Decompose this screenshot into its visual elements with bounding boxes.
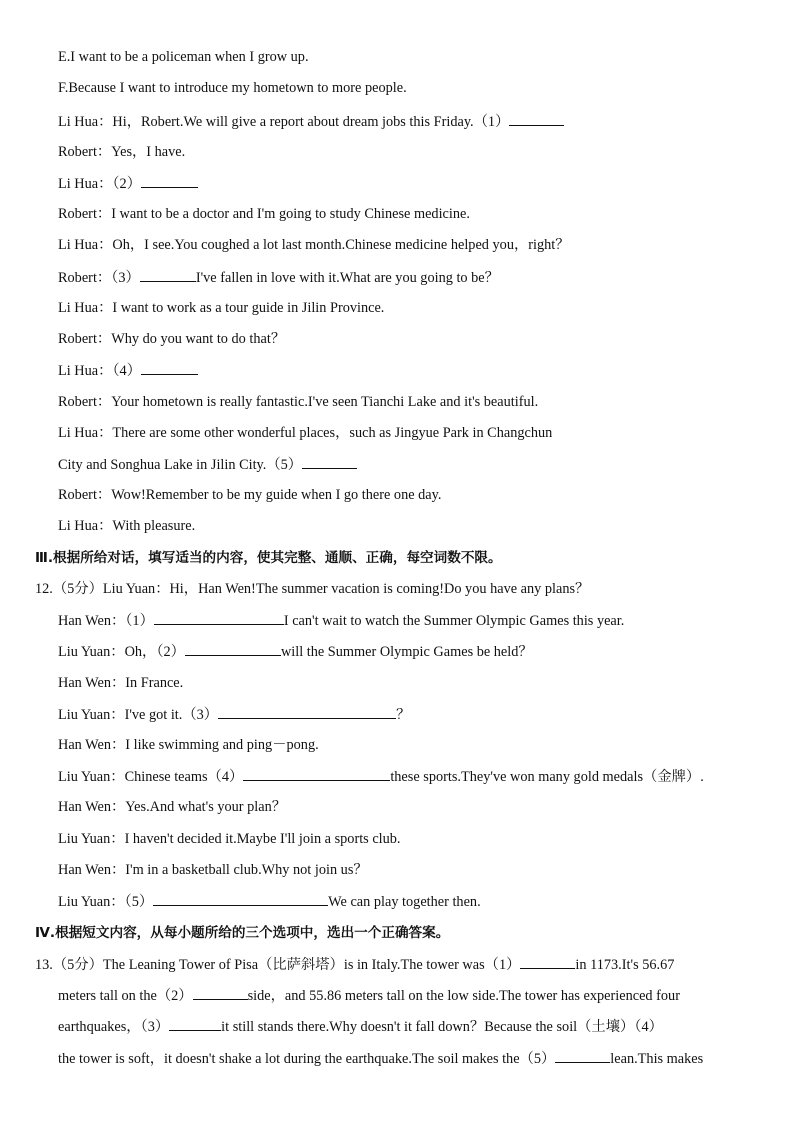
passage-text: the tower is soft，it doesn't shake a lot during the earthquake.The soil makes the（5） — [58, 1051, 556, 1067]
option-e: E.I want to be a policeman when I grow up. — [58, 49, 309, 65]
answer-blank[interactable] — [185, 641, 281, 656]
dialogue-line: Robert：Yes，I have. — [58, 144, 186, 160]
question-12: 12.（5分）Liu Yuan：Hi，Han Wen!The summer vacation is coming!Do you have any plans？ — [35, 581, 590, 597]
dialogue-line — [58, 267, 499, 288]
dialogue-line: Robert：Why do you want to do that？ — [58, 331, 286, 347]
dialogue-line: Li Hua：Oh，I see.You coughed a lot last month.Chinese medicine helped you，right？ — [58, 237, 570, 253]
option-f: F.Because I want to introduce my hometown to more people. — [58, 80, 407, 96]
dialogue-line — [58, 891, 481, 912]
section-heading-4: Ⅳ.根据短文内容，从每小题所给的三个选项中，选出一个正确答案。 — [35, 925, 450, 941]
answer-blank[interactable] — [555, 1048, 610, 1063]
answer-blank[interactable] — [302, 454, 357, 469]
answer-blank[interactable] — [153, 891, 328, 906]
answer-blank[interactable] — [141, 360, 198, 375]
answer-blank[interactable] — [193, 985, 248, 1000]
dialogue-text: ？ — [396, 707, 411, 723]
passage-line — [58, 1048, 703, 1069]
dialogue-line — [58, 173, 198, 194]
dialogue-line — [58, 766, 704, 787]
answer-blank[interactable] — [243, 766, 390, 781]
dialogue-line: Robert：I want to be a doctor and I'm going to study Chinese medicine. — [58, 206, 470, 222]
answer-blank[interactable] — [520, 954, 575, 969]
dialogue-text: Li Hua：（2） — [58, 176, 141, 192]
dialogue-line — [58, 360, 198, 381]
dialogue-line: Han Wen：I'm in a basketball club.Why not join us？ — [58, 862, 368, 878]
dialogue-line: Robert：Wow!Remember to be my guide when I go there one day. — [58, 487, 442, 503]
dialogue-line — [58, 610, 624, 631]
dialogue-line — [58, 704, 410, 725]
dialogue-text: Li Hua：（4） — [58, 363, 141, 379]
answer-blank[interactable] — [169, 1016, 221, 1031]
dialogue-text: City and Songhua Lake in Jilin City.（5） — [58, 457, 303, 473]
dialogue-text: Liu Yuan：I've got it.（3） — [58, 707, 219, 723]
passage-text: 13.（5分）The Leaning Tower of Pisa（比萨斜塔）is in Italy.The tower was（1） — [35, 957, 521, 973]
dialogue-text: Robert：（3） — [58, 270, 140, 286]
dialogue-line: Han Wen：In France. — [58, 675, 184, 691]
dialogue-text: I can't wait to watch the Summer Olympic Games this year. — [283, 613, 625, 629]
passage-text: lean.This makes — [610, 1051, 704, 1067]
answer-blank[interactable] — [509, 111, 564, 126]
passage-text: earthquakes，（3） — [58, 1019, 170, 1035]
section-heading-3: Ⅲ.根据所给对话，填写适当的内容，使其完整、通顺、正确，每空词数不限。 — [35, 550, 502, 566]
passage-text: meters tall on the（2） — [58, 988, 193, 1004]
passage-text: side，and 55.86 meters tall on the low side.The tower has experienced four — [247, 988, 680, 1004]
passage-line — [58, 1016, 663, 1037]
passage-line — [58, 985, 680, 1006]
dialogue-line: Han Wen：I like swimming and ping－pong. — [58, 737, 319, 753]
dialogue-text: Liu Yuan：Chinese teams（4） — [58, 769, 244, 785]
answer-blank[interactable] — [218, 704, 396, 719]
dialogue-text: Li Hua：Hi，Robert.We will give a report about dream jobs this Friday.（1） — [58, 114, 510, 130]
question-13 — [35, 954, 674, 975]
dialogue-text: Han Wen：（1） — [58, 613, 154, 629]
answer-blank[interactable] — [154, 610, 284, 625]
answer-blank[interactable] — [140, 267, 196, 282]
dialogue-line — [58, 111, 564, 132]
dialogue-line: Liu Yuan：I haven't decided it.Maybe I'll join a sports club. — [58, 831, 401, 847]
dialogue-text: these sports.They've won many gold medals（金牌）. — [390, 769, 704, 785]
dialogue-line: Li Hua：There are some other wonderful places，such as Jingyue Park in Changchun — [58, 425, 553, 441]
dialogue-text: Liu Yuan：（5） — [58, 894, 154, 910]
dialogue-text: We can play together then. — [328, 894, 481, 910]
dialogue-line — [58, 454, 357, 475]
dialogue-line: Li Hua：With pleasure. — [58, 518, 196, 534]
dialogue-text: Liu Yuan：Oh，（2） — [58, 644, 185, 660]
dialogue-text: I've fallen in love with it.What are you going to be？ — [195, 270, 499, 286]
dialogue-line: Li Hua：I want to work as a tour guide in Jilin Province. — [58, 300, 385, 316]
dialogue-line — [58, 641, 533, 662]
answer-blank[interactable] — [141, 173, 198, 188]
dialogue-line: Robert：Your hometown is really fantastic.I've seen Tianchi Lake and it's beautiful. — [58, 394, 539, 410]
dialogue-line: Han Wen：Yes.And what's your plan？ — [58, 799, 287, 815]
passage-text: it still stands there.Why doesn't it fall down？Because the soil（土壤）（4） — [221, 1019, 663, 1035]
dialogue-text: will the Summer Olympic Games be held？ — [280, 644, 533, 660]
passage-text: in 1173.It's 56.67 — [575, 957, 675, 973]
